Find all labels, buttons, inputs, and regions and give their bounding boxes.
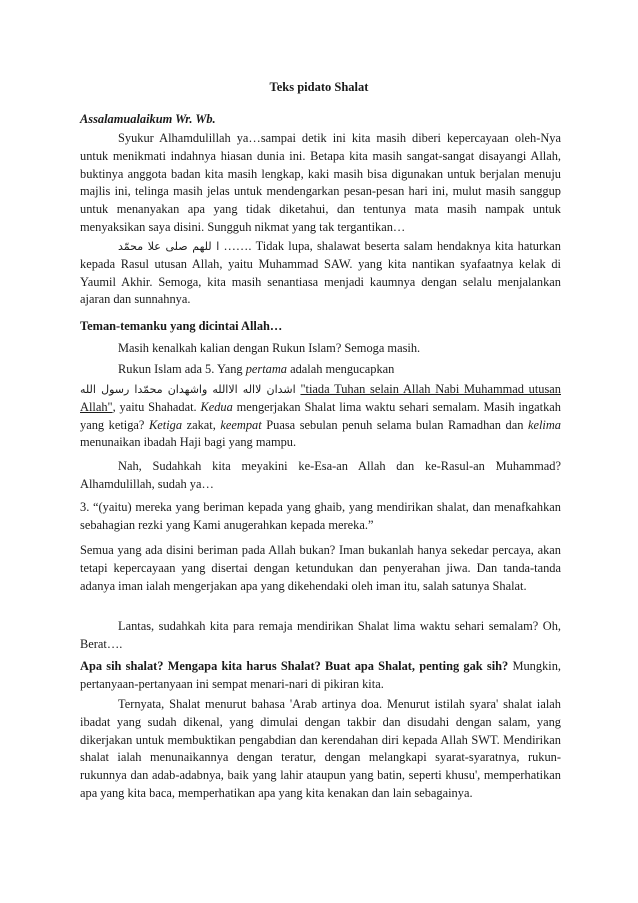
syahadat-text-4: Puasa sebulan penuh selama bulan Ramadhan dan <box>261 417 528 432</box>
greeting: Assalamualaikum Wr. Wb. <box>80 112 216 126</box>
question-rest: Mungkin, pertanyaan-pertanyaan ini sempat menari-nari di pikiran kita. <box>80 659 561 691</box>
paragraph-rukun-islam-question: Masih kenalkah kalian dengan Rukun Islam? Semoga masih. <box>118 341 421 355</box>
rukun-after: adalah mengucapkan <box>287 362 395 376</box>
paragraph-definisi-shalat: Ternyata, Shalat menurut bahasa 'Arab artinya doa. Menurut istilah syara' shalat ialah ibadat yang sudah dikenal, yang dimulai dengan takbir dan disudahi dengan salam, yang dikerjakan untuk membuktikan pengabdian dan kerendahan diri kepada Allah SWT. Mendirikan shalat ialah menunaikannya dengan teratur, dengan melangkapi syarat-syaratnya, rukun-rukunnya dan adab-adabnya, baik yang lahir ataupun yang batin, seperti khusu', memperhatikan apa yang kita baca, memperhatikan apa yang kita kenakan dan lain sebagainya. <box>80 697 561 800</box>
paragraph-apa-sih-shalat <box>80 658 561 694</box>
paragraph-lantas: Lantas, sudahkah kita para remaja mendirikan Shalat lima waktu sehari semalam? Oh, Berat…. <box>80 619 561 651</box>
syahadat-text-2: mengerjakan Shalat lima waktu sehari semalam. Masih ingatkah yang ketiga? <box>80 399 562 432</box>
arabic-shalawat: ا للهم صلى علا محمّد <box>118 240 220 253</box>
syahadat-translation: "tiada Tuhan selain Allah Nabi Muhammad utusan Allah" <box>80 382 561 414</box>
shalawat-text: ……. Tidak lupa, shalawat beserta salam hendaknya kita haturkan kepada Rasul utusan Allah, yaitu Muhammad SAW. yang kita nantikan syafaatnya kelak di Yaumil Akhir. Semoga, kita masih senantiasa menjadi kaumnya dengan selalu menjalankan ajaran dan sunnahnya. <box>80 239 561 307</box>
italic-kedua: Kedua <box>200 399 233 414</box>
document-title: Teks pidato Shalat <box>269 80 369 94</box>
arabic-syahadat: اشدان لااله الاالله واشهدان محمّدا رسول الله <box>80 383 296 396</box>
question-heading: Apa sih shalat? Mengapa kita harus Shalat? Buat apa Shalat, penting gak sih? <box>80 659 509 673</box>
paragraph-rukun-islam-intro <box>80 361 561 379</box>
syahadat-text-5: menunaikan ibadah Haji bagi yang mampu. <box>80 435 297 450</box>
syahadat-text-3: zakat, <box>182 417 221 432</box>
rukun-before: Rukun Islam ada 5. Yang <box>118 362 246 376</box>
italic-kelima: kelima <box>527 417 561 432</box>
syahadat-text-1: , yaitu Shahadat. <box>112 399 201 414</box>
italic-ketiga: Ketiga <box>148 417 183 432</box>
paragraph-syahadat <box>80 381 561 452</box>
paragraph-iman: Semua yang ada disini beriman pada Allah bukan? Iman bukanlah hanya sekedar percaya, akan tetapi kepercayaan yang disertai dengan ketundukan dan penyerahan jiwa. Dan tanda-tanda adanya iman ialah mengerjakan apa yang dikehendaki oleh iman itu, salah satunya Shalat. <box>80 543 561 593</box>
section-heading-teman: Teman-temanku yang dicintai Allah… <box>80 319 283 333</box>
paragraph-keyakinan: Nah, Sudahkah kita meyakini ke-Esa-an Allah dan ke-Rasul-an Muhammad? Alhamdulillah, sudah ya… <box>80 459 561 491</box>
paragraph-opening: Syukur Alhamdulillah ya…sampai detik ini kita masih diberi kepercayaan oleh-Nya untuk menikmati indahnya hiasan dunia ini. Betapa kita masih sangat-sangat disayangi Allah, buktinya anggota badan kita masih lengkap, kaki masih bisa digunakan untuk berjalan menuju majlis ini, telinga masih jelas untuk mendengarkan pesan-pesan hari ini, mulut masih sanggup untuk menanyakan apa yang tidak diketahui, dan tentunya mata masih nampak untuk menyaksikan saya disini. Sungguh nikmat yang tak tergantikan… <box>80 131 561 234</box>
paragraph-ayat: 3. “(yaitu) mereka yang beriman kepada yang ghaib, yang mendirikan shalat, dan menafkahkan sebahagian rezki yang Kami anugerahkan kepada mereka.” <box>80 500 561 532</box>
paragraph-shalawat <box>80 238 561 309</box>
rukun-italic-pertama: pertama <box>245 362 287 376</box>
italic-keempat: keempat <box>220 417 262 432</box>
